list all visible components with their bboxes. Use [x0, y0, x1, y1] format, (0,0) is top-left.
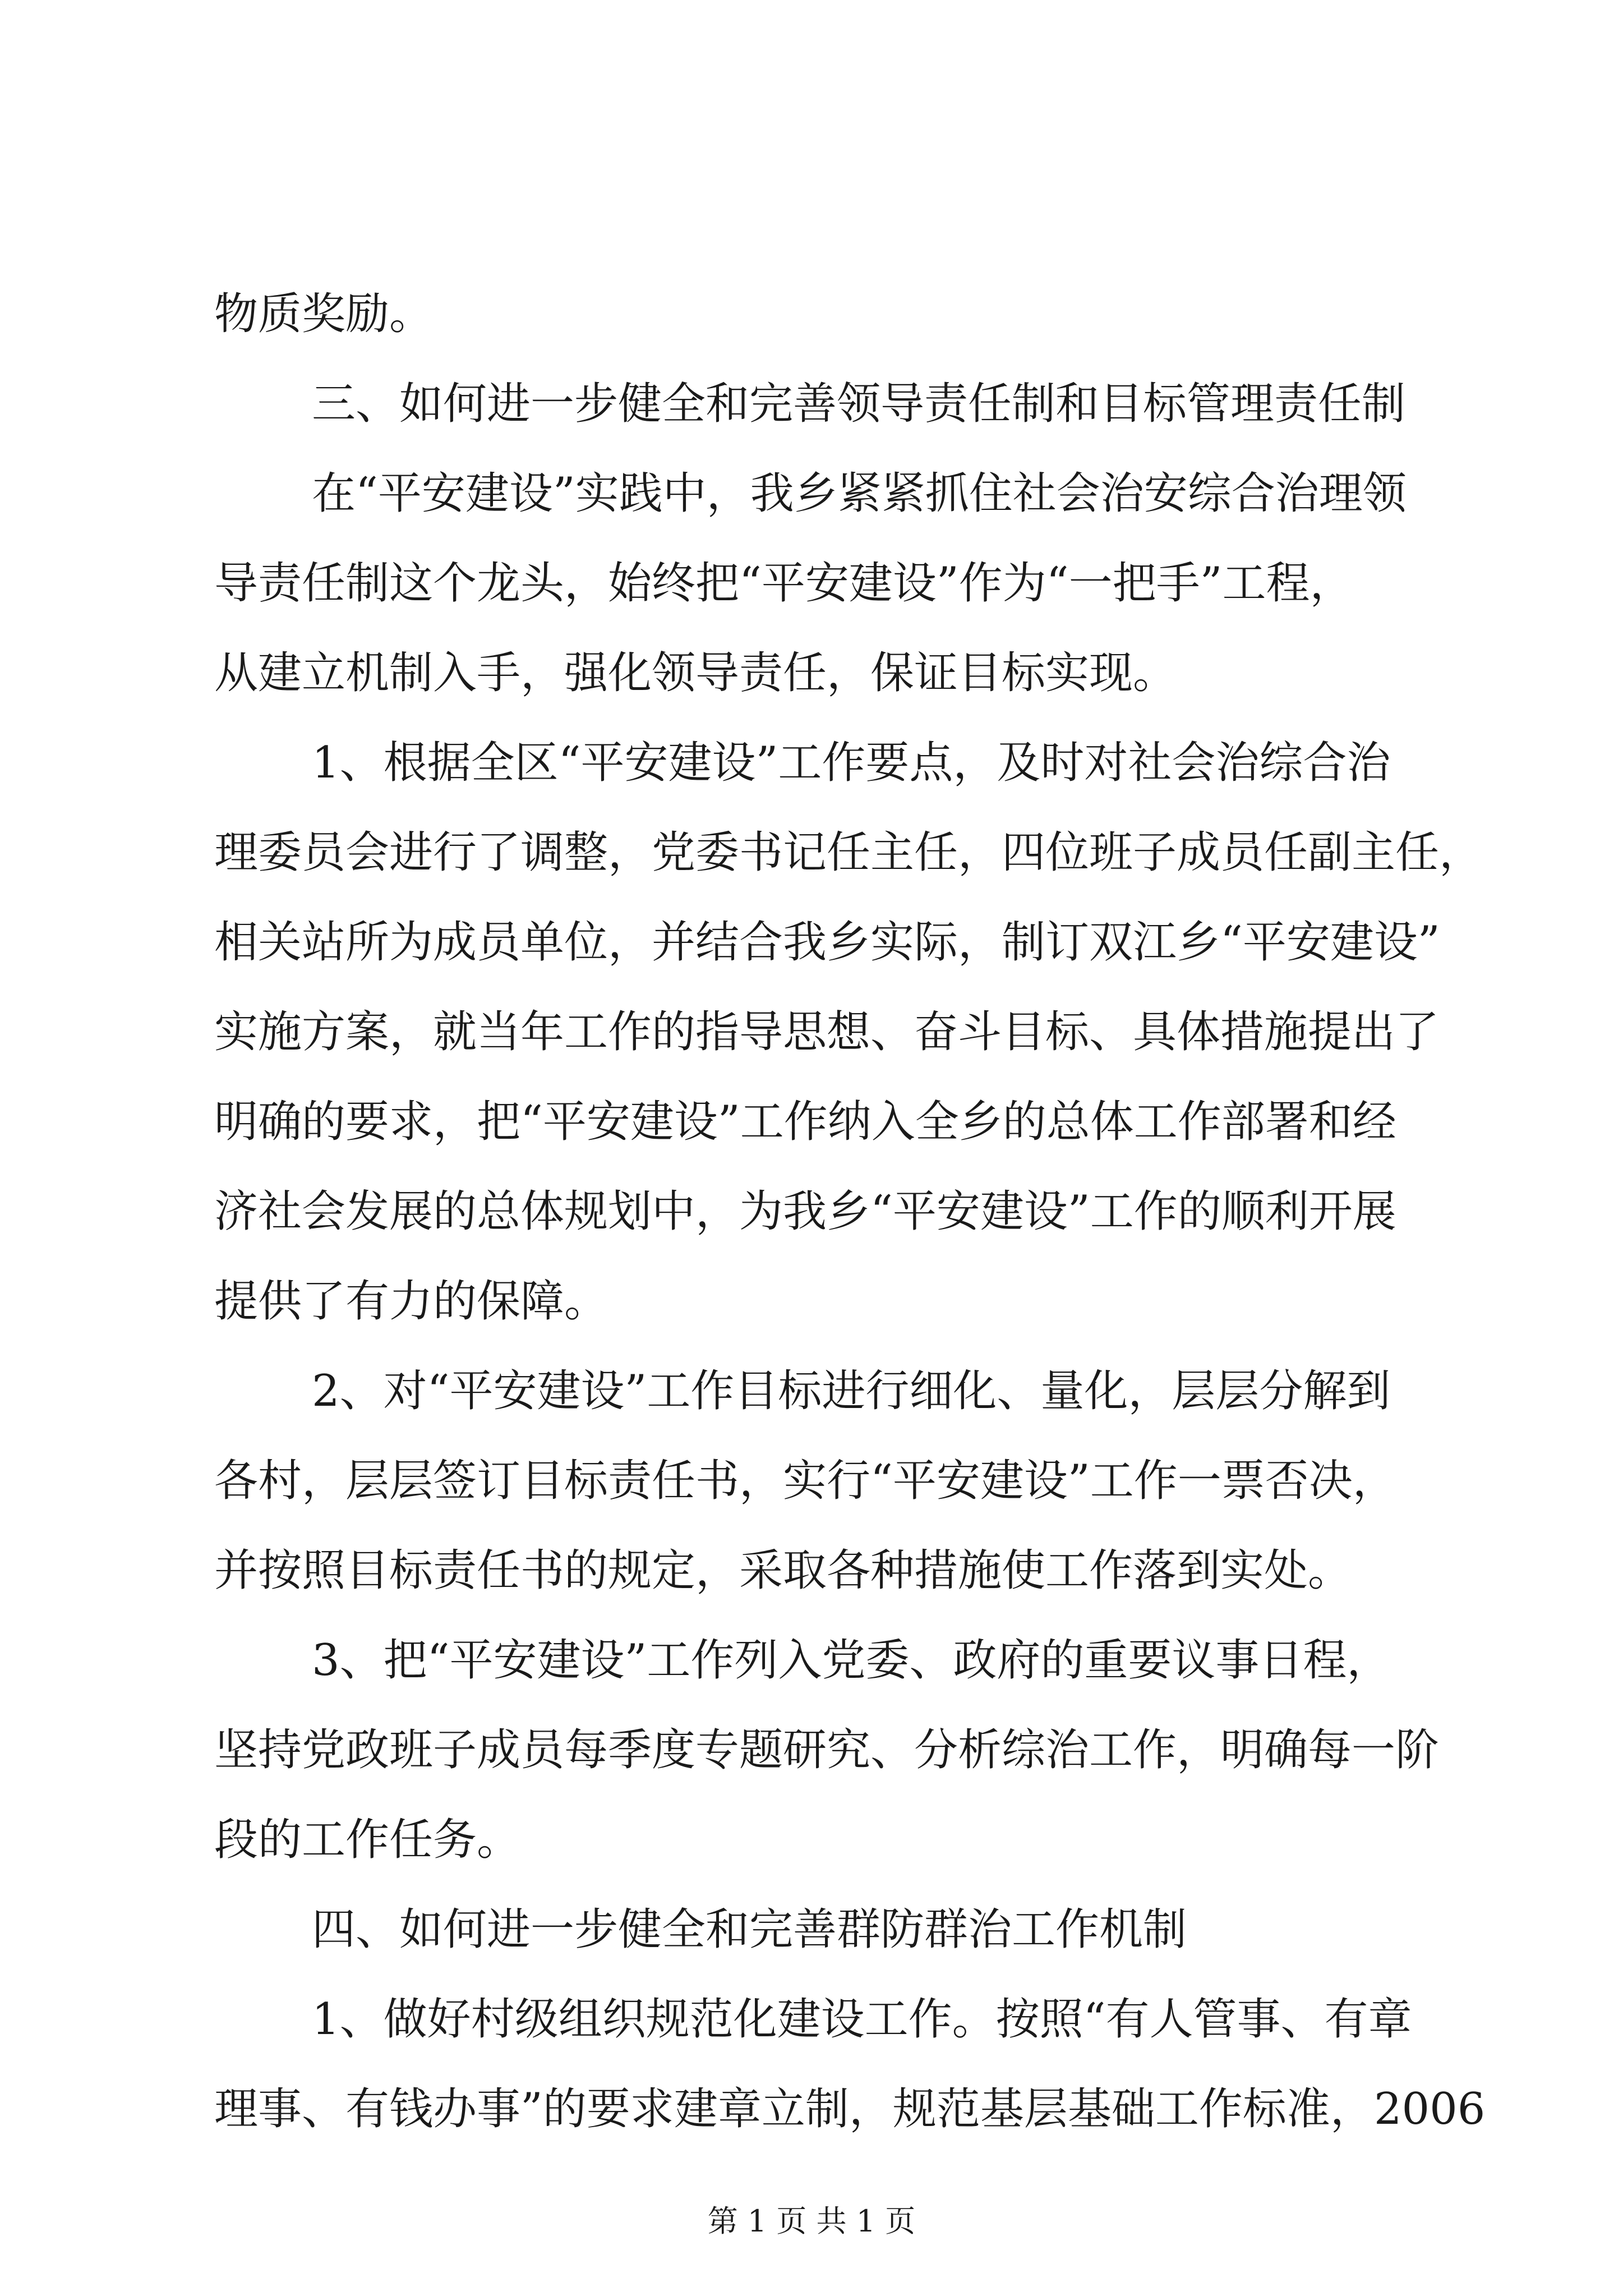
body-line: 从建立机制入手，强化领导责任，保证目标实现。: [214, 648, 1177, 698]
body-line: 1、根据全区“平安建设”工作要点，及时对社会治综合治: [312, 738, 1391, 788]
body-line: 理委员会进行了调整，党委书记任主任，四位班子成员任副主任，: [214, 827, 1483, 878]
body-line: 导责任制这个龙头，始终把“平安建设”作为“一把手”工程，: [214, 558, 1354, 609]
body-line: 2、对“平安建设”工作目标进行细化、量化，层层分解到: [312, 1366, 1391, 1416]
body-line: 明确的要求，把“平安建设”工作纳入全乡的总体工作部署和经: [214, 1097, 1396, 1147]
body-line: 1、做好村级组织规范化建设工作。按照“有人管事、有章: [312, 1994, 1412, 2045]
section-heading: 四、如何进一步健全和完善群防群治工作机制: [312, 1904, 1187, 1955]
body-line: 在“平安建设”实践中，我乡紧紧抓住社会治安综合治理领: [312, 468, 1407, 519]
body-line: 物质奖励。: [214, 289, 434, 339]
body-line: 提供了有力的保障。: [214, 1276, 608, 1327]
body-line: 各村，层层签订目标责任书，实行“平安建设”工作一票否决，: [214, 1456, 1396, 1506]
body-line: 济社会发展的总体规划中，为我乡“平安建设”工作的顺利开展: [214, 1186, 1396, 1237]
body-line: 理事、有钱办事”的要求建章立制，规范基层基础工作标准，2006: [214, 2084, 1486, 2134]
body-line: 相关站所为成员单位，并结合我乡实际，制订双江乡“平安建设”: [214, 917, 1440, 968]
body-line: 3、把“平安建设”工作列入党委、政府的重要议事日程，: [312, 1635, 1391, 1686]
body-line: 坚持党政班子成员每季度专题研究、分析综治工作，明确每一阶: [214, 1725, 1440, 1775]
body-line: 实施方案，就当年工作的指导思想、奋斗目标、具体措施提出了: [214, 1007, 1440, 1057]
body-line: 并按照目标责任书的规定，采取各种措施使工作落到实处。: [214, 1545, 1352, 1596]
body-line: 段的工作任务。: [214, 1815, 521, 1865]
section-heading: 三、如何进一步健全和完善领导责任制和目标管理责任制: [312, 379, 1406, 429]
page-footer: 第 1 页 共 1 页: [707, 2203, 916, 2239]
